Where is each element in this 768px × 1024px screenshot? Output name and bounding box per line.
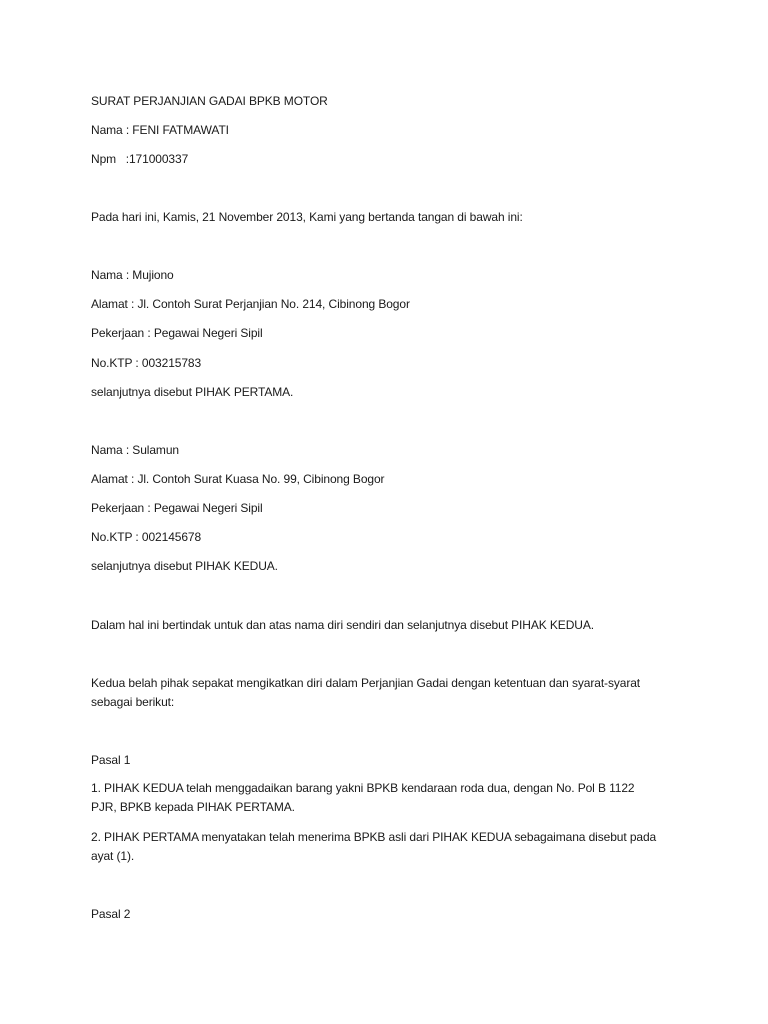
party1-name: Nama : Mujiono	[91, 268, 174, 282]
party1-designation: selanjutnya disebut PIHAK PERTAMA.	[91, 385, 294, 399]
opening-paragraph: Pada hari ini, Kamis, 21 November 2013, Kami yang bertanda tangan di bawah ini:	[91, 210, 523, 224]
agreement-intro-line2: sebagai berikut:	[91, 695, 175, 709]
pasal1-item1-line1: 1. PIHAK KEDUA telah menggadaikan barang yakni BPKB kendaraan roda dua, dengan No. Pol B 1122	[91, 781, 635, 795]
author-npm-line: Npm :171000337	[91, 152, 189, 166]
pasal1-heading: Pasal 1	[91, 753, 131, 767]
party2-ktp: No.KTP : 002145678	[91, 530, 202, 544]
party1-ktp: No.KTP : 003215783	[91, 356, 202, 370]
party1-job: Pekerjaan : Pegawai Negeri Sipil	[91, 326, 263, 340]
party1-address: Alamat : Jl. Contoh Surat Perjanjian No. 214, Cibinong Bogor	[91, 297, 410, 311]
pasal1-item2-line2: ayat (1).	[91, 849, 135, 863]
pasal2-heading: Pasal 2	[91, 907, 131, 921]
pasal1-item2-line1: 2. PIHAK PERTAMA menyatakan telah menerima BPKB asli dari PIHAK KEDUA sebagaimana disebut pada	[91, 830, 657, 844]
capacity-statement: Dalam hal ini bertindak untuk dan atas nama diri sendiri dan selanjutnya disebut PIHAK KEDUA.	[91, 618, 594, 632]
agreement-intro-line1: Kedua belah pihak sepakat mengikatkan diri dalam Perjanjian Gadai dengan ketentuan dan syarat-syarat	[91, 676, 641, 690]
party2-designation: selanjutnya disebut PIHAK KEDUA.	[91, 559, 278, 573]
party2-address: Alamat : Jl. Contoh Surat Kuasa No. 99, Cibinong Bogor	[91, 472, 385, 486]
party2-job: Pekerjaan : Pegawai Negeri Sipil	[91, 501, 263, 515]
author-name-line: Nama : FENI FATMAWATI	[91, 123, 229, 137]
party2-name: Nama : Sulamun	[91, 443, 179, 457]
pasal1-item1-line2: PJR, BPKB kepada PIHAK PERTAMA.	[91, 800, 295, 814]
document-title: SURAT PERJANJIAN GADAI BPKB MOTOR	[91, 94, 328, 108]
